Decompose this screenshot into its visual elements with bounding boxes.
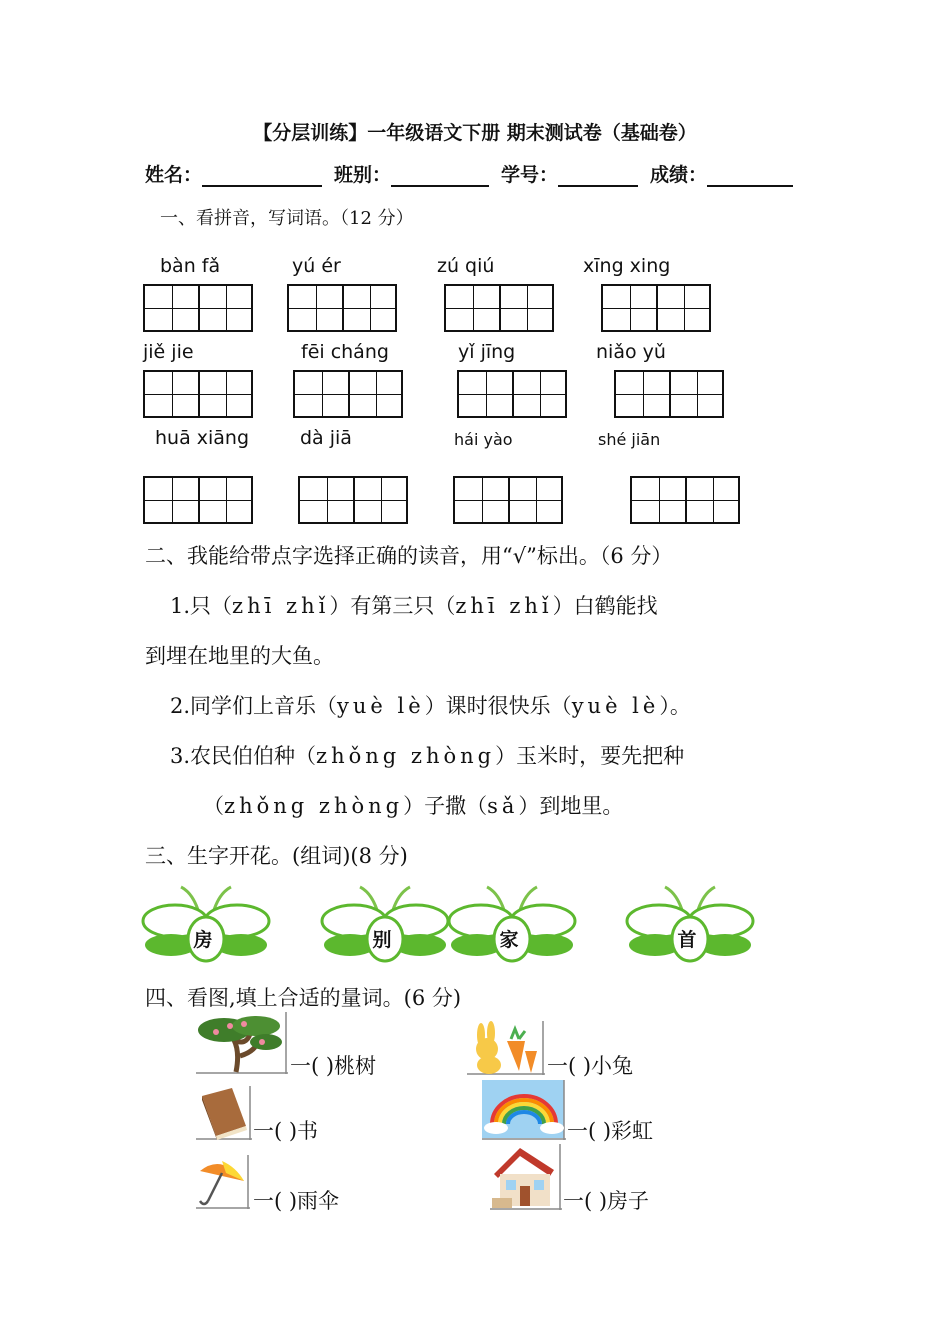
peach-tree-icon [196, 1012, 288, 1074]
pinyin-label: yú ér [292, 255, 341, 277]
umbrella-icon [196, 1155, 250, 1209]
section2-heading: 二、我能给带点字选择正确的读音，用“√”标出。（6 分） [145, 544, 673, 568]
writing-grid[interactable] [293, 370, 403, 418]
question-1-line2: 到埋在地里的大鱼。 [145, 644, 334, 668]
q3-pinyin-options[interactable]: sǎ [487, 794, 519, 818]
q2-text: ）。 [659, 694, 691, 718]
pinyin-label: jiě jie [143, 341, 194, 363]
writing-grid[interactable] [601, 284, 711, 332]
score-blank[interactable] [707, 163, 793, 187]
class-blank[interactable] [391, 163, 489, 187]
name-blank[interactable] [202, 163, 322, 187]
student-info-row [145, 160, 815, 187]
question-1-line1 [170, 590, 658, 620]
score-label: 成绩： [650, 164, 708, 186]
q1-text: 1.只（ [170, 594, 233, 618]
q1-pinyin-options[interactable]: zhī zhǐ [232, 594, 330, 618]
q3-pinyin-options[interactable]: zhǒng zhòng [316, 744, 496, 768]
writing-grid[interactable] [298, 476, 408, 524]
pinyin-label: zú qiú [437, 255, 495, 277]
pinyin-label: bàn fǎ [160, 255, 221, 277]
number-label: 学号： [501, 164, 559, 186]
q2-text: 2.同学们上音乐（ [170, 694, 338, 718]
measure-word-item[interactable]: 一( )小兔 [547, 1054, 634, 1078]
measure-word-item[interactable]: 一( )雨伞 [253, 1189, 340, 1213]
measure-word-item[interactable]: 一( )房子 [563, 1189, 650, 1213]
q3-text: 3.农民伯伯种（ [170, 744, 317, 768]
rabbit-icon [467, 1021, 545, 1075]
page-title: 【分层训练】一年级语文下册 期末测试卷（基础卷） [253, 122, 697, 144]
section1-heading: 一、看拼音，写词语。（12 分） [160, 208, 414, 229]
q2-pinyin-options[interactable]: yuè lè [337, 694, 425, 718]
number-blank[interactable] [558, 163, 638, 187]
q3-pinyin-options[interactable]: zhǒng zhòng [224, 794, 404, 818]
q3-text: ）玉米时，要先把种 [495, 744, 685, 768]
writing-grid[interactable] [143, 476, 253, 524]
pinyin-label: huā xiāng [155, 427, 250, 449]
question-3-line2 [203, 790, 623, 820]
writing-grid[interactable] [143, 284, 253, 332]
book-icon [196, 1086, 252, 1140]
section4-heading: 四、看图,填上合适的量词。(6 分) [145, 986, 462, 1010]
pinyin-label: hái yào [454, 430, 513, 449]
character-flower[interactable] [625, 885, 755, 965]
writing-grid[interactable] [614, 370, 724, 418]
rainbow-icon [482, 1080, 566, 1140]
q1-text: ）有第三只（ [329, 594, 456, 618]
q3-text: ）到地里。 [518, 794, 624, 818]
q2-pinyin-options[interactable]: yuè lè [571, 694, 660, 718]
flower-character: 首 [677, 929, 697, 951]
measure-word-item[interactable]: 一( )桃树 [290, 1054, 377, 1078]
measure-word-item[interactable]: 一( )书 [253, 1119, 319, 1143]
pinyin-label: niǎo yǔ [596, 341, 666, 363]
q1-pinyin-options[interactable]: zhī zhǐ [455, 594, 553, 618]
pinyin-label: yǐ jīng [458, 341, 516, 363]
q3-text: ）子撒（ [403, 794, 488, 818]
pinyin-label: shé jiān [598, 430, 661, 449]
flower-character: 房 [193, 929, 213, 951]
writing-grid[interactable] [457, 370, 567, 418]
class-label: 班别： [334, 164, 392, 186]
flower-character: 别 [372, 929, 392, 951]
writing-grid[interactable] [444, 284, 554, 332]
q2-text: ）课时很快乐（ [424, 694, 572, 718]
question-2 [170, 690, 691, 720]
pinyin-label: xīng xing [583, 255, 671, 277]
character-flower[interactable] [447, 885, 577, 965]
name-label: 姓名： [145, 164, 203, 186]
character-flower[interactable] [320, 885, 450, 965]
writing-grid[interactable] [453, 476, 563, 524]
q1-text: ）白鹤能找 [552, 594, 658, 618]
section3-heading: 三、生字开花。(组词)(8 分) [145, 844, 408, 868]
flower-character: 家 [499, 929, 519, 951]
question-3-line1 [170, 740, 684, 770]
writing-grid[interactable] [287, 284, 397, 332]
house-icon [490, 1144, 562, 1210]
pinyin-label: dà jiā [300, 427, 352, 449]
q3-text: （ [203, 794, 224, 818]
pinyin-label: fēi cháng [301, 341, 389, 363]
writing-grid[interactable] [630, 476, 740, 524]
measure-word-item[interactable]: 一( )彩虹 [567, 1119, 654, 1143]
character-flower[interactable] [141, 885, 271, 965]
writing-grid[interactable] [143, 370, 253, 418]
